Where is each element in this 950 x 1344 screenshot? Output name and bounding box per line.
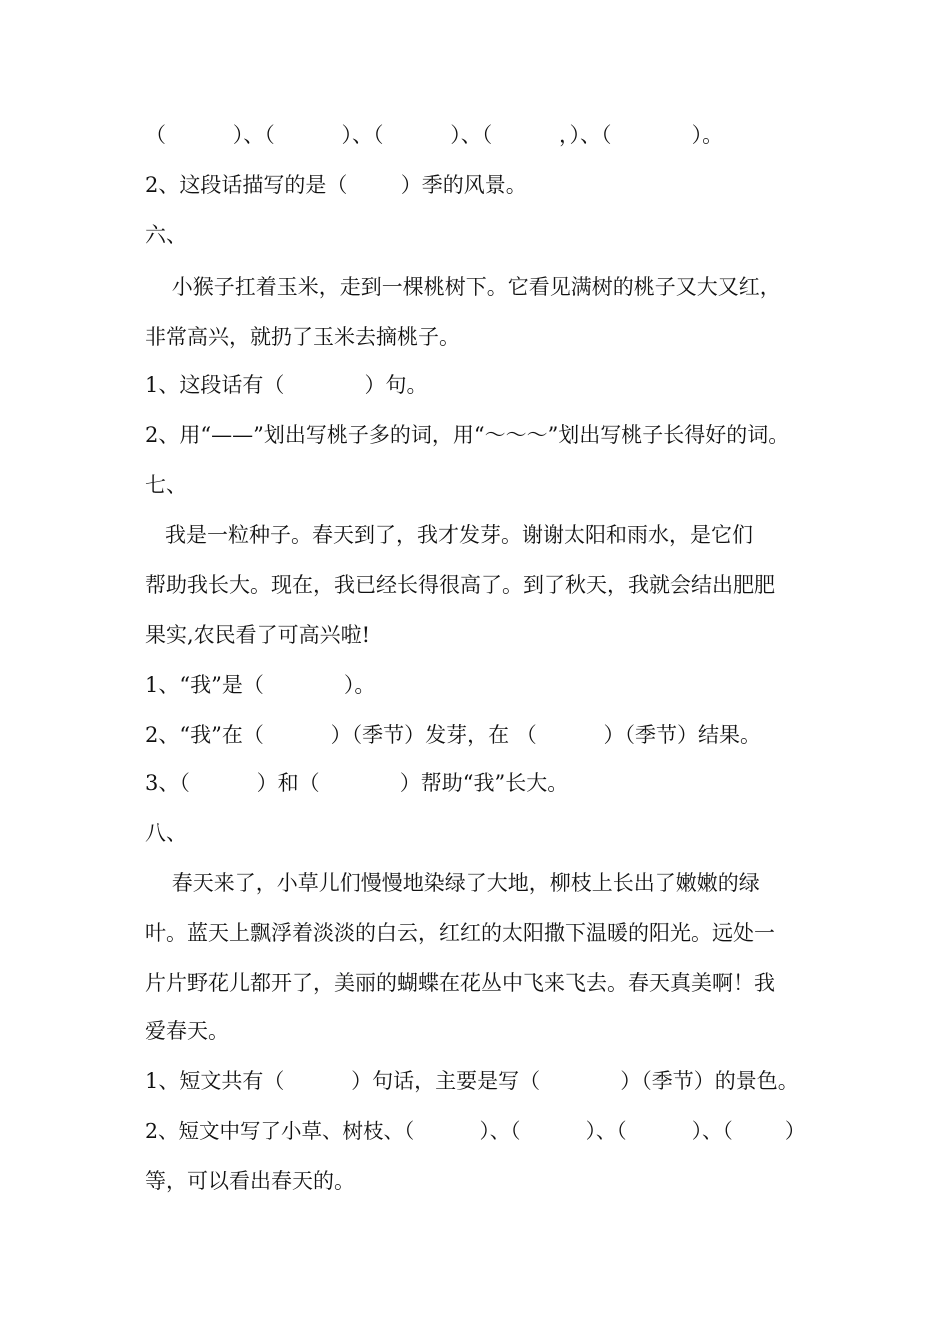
question-six-2: 2、用“——”划出写桃子多的词，用“～～～”划出写桃子长得好的词。 [145, 423, 790, 447]
passage-eight-line-3: 片片野花儿都开了，美丽的蝴蝶在花丛中飞来飞去。春天真美啊！我 [145, 971, 775, 995]
passage-seven-line-3: 果实,农民看了可高兴啦! [145, 623, 371, 647]
question-season: 2、这段话描写的是（ ）季的风景。 [145, 173, 527, 197]
passage-eight-line-4: 爱春天。 [145, 1019, 229, 1043]
passage-six-line-2: 非常高兴，就扔了玉米去摘桃子。 [145, 325, 460, 349]
blank-list-line: （ ）、（ ）、（ ）、（ ，）、（ ）。 [145, 123, 724, 147]
question-six-1: 1、这段话有（ ）句。 [145, 373, 428, 397]
question-seven-1: 1、“我”是（ ）。 [145, 673, 376, 697]
section-heading-eight: 八、 [145, 821, 187, 845]
question-eight-1: 1、短文共有（ ）句话，主要是写（ ）（季节）的景色。 [145, 1069, 799, 1093]
passage-six-line-1: 小猴子扛着玉米，走到一棵桃树下。它看见满树的桃子又大又红， [145, 275, 781, 299]
question-eight-2: 2、短文中写了小草、树枝、（ ）、（ ）、（ ）、（ ） [145, 1119, 806, 1143]
question-seven-2: 2、“我”在（ ）（季节）发芽，在 （ ）（季节）结果。 [145, 723, 762, 747]
question-eight-2-cont: 等，可以看出春天的。 [145, 1169, 355, 1193]
passage-eight-line-1: 春天来了，小草儿们慢慢地染绿了大地，柳枝上长出了嫩嫩的绿 [145, 871, 760, 895]
passage-eight-line-2: 叶。蓝天上飘浮着淡淡的白云，红红的太阳撒下温暖的阳光。远处一 [145, 921, 775, 945]
section-heading-six: 六、 [145, 223, 187, 247]
question-seven-3: 3、（ ）和（ ）帮助“我”长大。 [145, 771, 569, 795]
section-heading-seven: 七、 [145, 473, 187, 497]
passage-seven-line-1: 我是一粒种子。春天到了，我才发芽。谢谢太阳和雨水，是它们 [145, 523, 754, 547]
passage-seven-line-2: 帮助我长大。现在，我已经长得很高了。到了秋天，我就会结出肥肥 [145, 573, 775, 597]
